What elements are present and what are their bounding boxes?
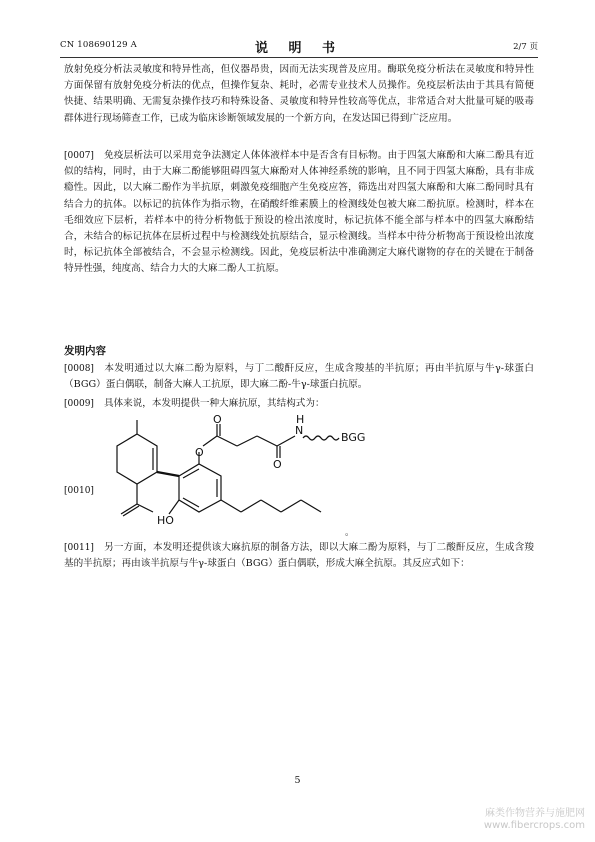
section-title: 发明内容 — [64, 345, 106, 357]
aromatic-ring — [179, 464, 221, 512]
watermark-line: www.fibercrops.com — [483, 820, 585, 831]
paragraph-0009 — [64, 396, 534, 412]
paragraph-number: [0007] — [64, 151, 94, 161]
chain-bond — [217, 436, 237, 446]
paragraph-text: 免疫层析法可以采用竞争法测定人体体液样本中是否含有目标物。由于四氢大麻酚和大麻二酚具有近似的结构，同时，由于大麻二酚能够阻碍四氢大麻酚对人体神经系统的影响，且不同于四氢大麻酚，具有非成瘾性。因此，以大麻二酚作为半抗原，刺激免疫细胞产生免疫应答，筛选出对四氢大麻酚和大麻二酚同时具有结合力的抗体。以标记的抗体作为指示物，在硝酸纤维素膜上的检测线处包被大麻二酚抗原。检测时，样本在毛细效应下层析，若样本中的待分析物低于预设的检出浓度时，标记抗体不能全部与样本中的四氢大麻酚结合，未结合的标记抗体在层析过程中与检测线处抗原结合，显示检测线。当样本中待分析物高于预设检出浓度时，标记抗体全部被结合，不会显示检测线。因此，免疫层析法中准确测定大麻代谢物的存在的关键在于制备特异性强，纯度高、结合力大的大麻二酚人工抗原。 — [64, 150, 534, 275]
ester-bond — [203, 436, 217, 446]
document-title: 说 明 书 — [254, 41, 344, 56]
amide-bond — [277, 436, 295, 446]
paragraph-text: 另一方面，本发明还提供该大麻抗原的制备方法，即以大麻二酚为原料，与丁二酸酐反应，生成含羧基的半抗原；再由该半抗原与牛γ-球蛋白（BGG）蛋白偶联，形成大麻全抗原。其反应式如下： — [64, 542, 534, 570]
page-number: 5 — [294, 775, 301, 786]
hydrogen-label: H — [296, 414, 305, 426]
pentyl-bond — [301, 500, 321, 512]
paragraph-number: [0011] — [64, 543, 94, 553]
page-indicator: 2/7 页 — [513, 42, 538, 52]
paragraph-0008 — [64, 361, 534, 393]
hydroxyl-bond — [169, 500, 179, 514]
paragraph-text: 具体来说，本发明提供一种大麻抗原，其结构式为： — [103, 398, 325, 409]
wedge-bond — [157, 472, 179, 476]
cyclohexene-ring — [117, 420, 157, 484]
pentyl-bond — [221, 500, 241, 512]
wavy-linker — [303, 436, 339, 440]
pentyl-bond — [241, 500, 261, 512]
pentyl-bond — [261, 500, 281, 512]
paragraph-0011 — [64, 540, 534, 572]
nitrogen-label: N — [295, 424, 304, 437]
amide-oxygen-label: O — [273, 458, 282, 471]
pentyl-bond — [281, 500, 301, 512]
document-number: CN 108690129 A — [60, 40, 137, 50]
paragraph-text: 放射免疫分析法灵敏度和特异性高，但仪器昂贵，因而无法实现普及应用。酶联免疫分析法在灵敏度和特异性方面保留有放射免疫分析法的优点，但操作复杂、耗时，必需专业技术人员操作。免疫层析法由于其具有简便快捷、结果明确、无需复杂操作技巧和特殊设备、灵敏度和特异性较高等优点，非常适合对大批量可疑的吸毒群体进行现场筛查工作，已成为临床诊断领域发展的一个新方向，在发达国已得到广泛应用。 — [64, 64, 534, 124]
paragraph-number: [0009] — [64, 399, 94, 409]
isopropenyl-bond — [137, 504, 153, 512]
paragraph-intro — [64, 62, 534, 127]
page-header — [60, 36, 538, 56]
chain-bond — [237, 436, 257, 446]
paragraph-number: [0010] — [64, 486, 94, 496]
chemical-structure — [99, 414, 419, 534]
paragraph-0007 — [64, 148, 534, 278]
chain-bond — [257, 436, 277, 446]
ester-oxygen-label: O — [195, 446, 204, 459]
paragraph-number: [0008] — [64, 364, 94, 374]
formula-end-mark: 。 — [345, 528, 355, 538]
header-rule — [60, 57, 538, 58]
watermark-line: 麻类作物营养与施肥网 — [485, 808, 585, 819]
carbonyl-oxygen-label: O — [213, 414, 222, 426]
aromatic-double-bond — [183, 469, 199, 478]
structure-figure — [64, 414, 464, 554]
hydroxyl-label: HO — [157, 514, 174, 527]
paragraph-text: 本发明通过以大麻二酚为原料，与丁二酸酐反应，生成含羧基的半抗原；再由半抗原与牛γ-球蛋白（BGG）蛋白偶联，制备大麻人工抗原，即大麻二酚-牛γ-球蛋白抗原。 — [64, 363, 534, 391]
bgg-label: BGG — [341, 431, 366, 444]
watermark — [484, 808, 585, 832]
aromatic-double-bond — [183, 498, 199, 507]
